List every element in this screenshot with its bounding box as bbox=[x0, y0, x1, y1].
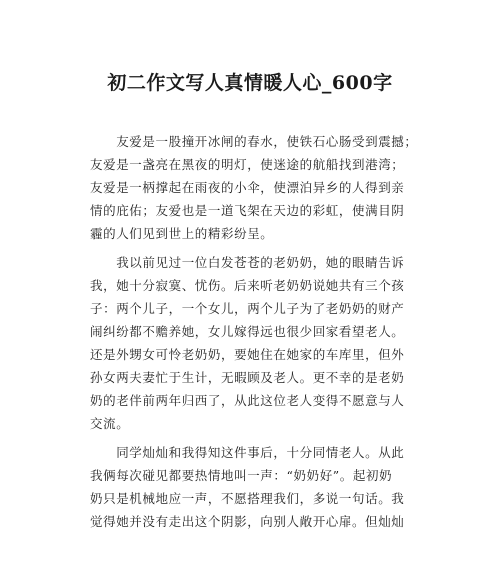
text-line: 觉得她并没有走出这个阴影，向别人敞开心扉。但灿灿 bbox=[90, 514, 405, 529]
text-line: 子：两个儿子，一个女儿，两个儿子为了老奶奶的财产 bbox=[90, 301, 405, 316]
text-line: 奶只是机械地应一声，不愿搭理我们，多说一句话。我 bbox=[90, 491, 405, 506]
text-line: 霾的人们见到世上的精彩纷呈。 bbox=[90, 226, 274, 241]
text-line: 我以前见过一位白发苍苍的老奶奶，她的眼睛告诉 bbox=[90, 255, 405, 270]
paragraph bbox=[90, 251, 420, 435]
text-line: 友爱是一盏亮在黑夜的明灯，使迷途的航船找到港湾； bbox=[90, 157, 405, 172]
text-line: 情的庇佑；友爱也是一道飞架在天边的彩虹，使满目阴 bbox=[90, 203, 405, 218]
document-body bbox=[90, 130, 420, 533]
paragraph bbox=[90, 130, 420, 245]
text-line: 孙女两夫妻忙于生计，无暇顾及老人。更不幸的是老奶 bbox=[90, 370, 405, 385]
document-title: 初二作文写人真情暖人心_600字 bbox=[107, 72, 393, 94]
text-line: 交流。 bbox=[90, 416, 130, 431]
text-line: 还是外甥女可怜老奶奶，要她住在她家的车库里，但外 bbox=[90, 347, 405, 362]
text-line: 我，她十分寂寞、忧伤。后来听老奶奶说她共有三个孩 bbox=[90, 278, 405, 293]
text-line: 我俩每次碰见都要热情地叫一声：“奶奶好”。起初奶 bbox=[90, 468, 393, 483]
text-line: 友爱是一股撞开冰闸的春水，使铁石心肠受到震撼； bbox=[90, 134, 418, 149]
paragraph bbox=[90, 441, 420, 533]
text-line: 友爱是一柄撑起在雨夜的小伞，使漂泊异乡的人得到亲 bbox=[90, 180, 405, 195]
text-line: 同学灿灿和我得知这件事后，十分同情老人。从此 bbox=[90, 445, 405, 460]
text-line: 奶的老伴前两年归西了，从此这位老人变得不愿意与人 bbox=[90, 393, 405, 408]
text-line: 闹纠纷都不赡养她，女儿嫁得远也很少回家看望老人。 bbox=[90, 324, 405, 339]
